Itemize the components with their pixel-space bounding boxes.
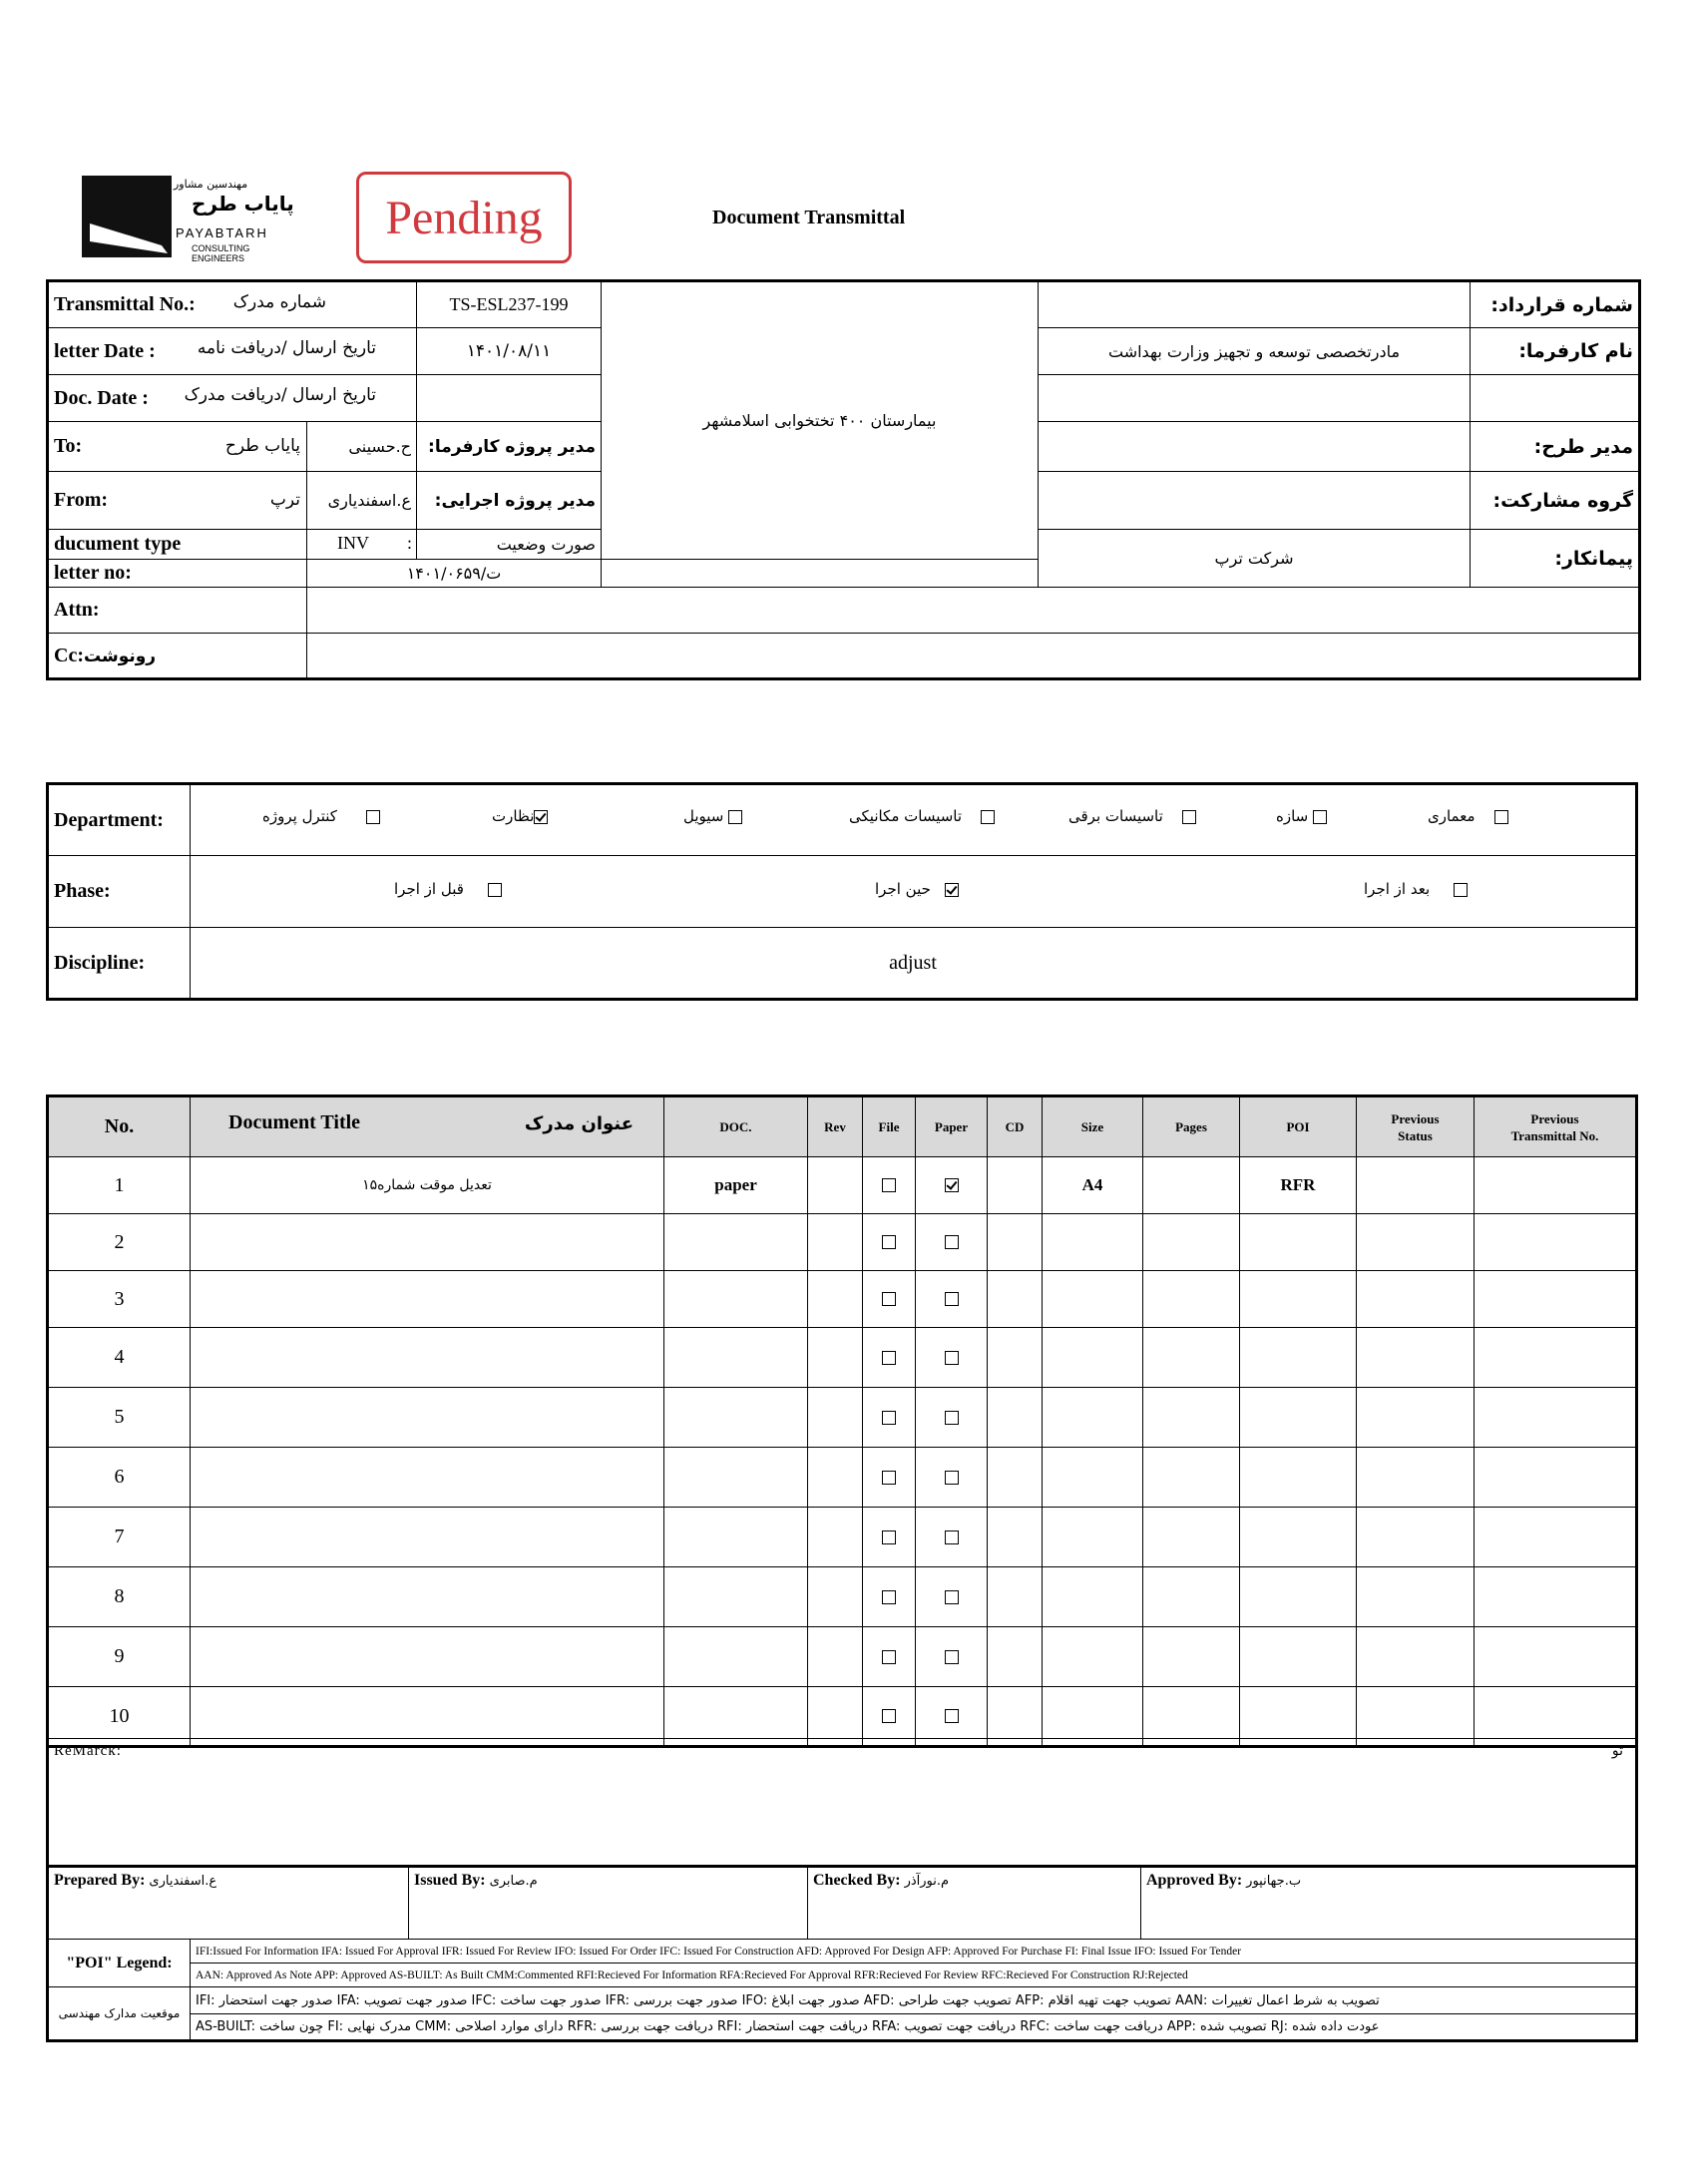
to-value: پایاب طرح bbox=[224, 436, 300, 456]
row-prev-trans bbox=[1475, 1448, 1637, 1508]
row-size bbox=[1043, 1328, 1143, 1388]
project-name: بیمارستان ۴۰۰ تختخوابی اسلامشهر bbox=[602, 281, 1039, 560]
to-person: ح.حسینی bbox=[307, 422, 417, 472]
letter-no-value: ت/۱۴۰۱/۰۶۵۹ bbox=[307, 560, 602, 588]
approved-by bbox=[1141, 1868, 1637, 1940]
to-cell bbox=[48, 422, 307, 472]
discipline-label: Discipline: bbox=[48, 928, 191, 1000]
remark-label: ReMarck: bbox=[54, 1743, 122, 1759]
table-row bbox=[48, 1567, 1637, 1627]
from-person: ع.اسفندیاری bbox=[307, 472, 417, 530]
row-cd bbox=[988, 1214, 1043, 1271]
checkbox-icon[interactable] bbox=[882, 1650, 896, 1664]
prepared-by-label: Prepared By: bbox=[54, 1872, 146, 1889]
pending-stamp bbox=[356, 172, 572, 263]
info-table bbox=[46, 279, 1641, 680]
row-pages bbox=[1143, 1388, 1240, 1448]
checkbox-icon[interactable] bbox=[945, 1530, 959, 1544]
row-file[interactable] bbox=[863, 1214, 916, 1271]
row-pages bbox=[1143, 1508, 1240, 1567]
row-size: A4 bbox=[1043, 1157, 1143, 1214]
department-option[interactable]: کنترل پروژه bbox=[262, 807, 380, 825]
department-option[interactable]: سیویل bbox=[683, 807, 742, 825]
col-cd: CD bbox=[988, 1096, 1043, 1157]
issued-by bbox=[409, 1868, 808, 1940]
row-prev-trans bbox=[1475, 1567, 1637, 1627]
employer-label: نام کارفرما: bbox=[1471, 328, 1640, 375]
col-prev-status bbox=[1357, 1096, 1475, 1157]
cc-value[interactable] bbox=[307, 634, 1640, 679]
row-no: 7 bbox=[48, 1508, 191, 1567]
row-rev bbox=[808, 1567, 863, 1627]
row-cd bbox=[988, 1157, 1043, 1214]
row-rev bbox=[808, 1627, 863, 1687]
from-label: From: bbox=[54, 489, 109, 511]
checkbox-icon[interactable] bbox=[1182, 810, 1196, 824]
row-file[interactable] bbox=[863, 1567, 916, 1627]
from-value: ترپ bbox=[269, 490, 300, 510]
partner-label: گروه مشارکت: bbox=[1471, 472, 1640, 530]
row-cd bbox=[988, 1508, 1043, 1567]
checkbox-icon[interactable] bbox=[945, 883, 959, 897]
row-prev-trans bbox=[1475, 1214, 1637, 1271]
transmittal-no-label: Transmittal No.: bbox=[54, 293, 196, 315]
col-title-fa: عنوان مدرک bbox=[524, 1113, 633, 1134]
doc-type-sep: : bbox=[407, 533, 413, 553]
row-cd bbox=[988, 1328, 1043, 1388]
checkbox-icon[interactable] bbox=[882, 1235, 896, 1249]
row-pages bbox=[1143, 1157, 1240, 1214]
row-no: 6 bbox=[48, 1448, 191, 1508]
row-paper[interactable] bbox=[916, 1508, 988, 1567]
row-prev-status bbox=[1357, 1157, 1475, 1214]
row-pages bbox=[1143, 1627, 1240, 1687]
doc-type-value-cell bbox=[307, 530, 417, 560]
department-option[interactable]: سازه bbox=[1276, 807, 1327, 825]
row-cd bbox=[988, 1567, 1043, 1627]
row-rev bbox=[808, 1271, 863, 1328]
row-paper[interactable] bbox=[916, 1627, 988, 1687]
row-rev bbox=[808, 1508, 863, 1567]
logo-text-fa-small: مهندسین مشاور bbox=[174, 178, 248, 191]
company-logo bbox=[82, 176, 301, 263]
approved-by-label: Approved By: bbox=[1146, 1872, 1243, 1889]
doc-date-value bbox=[417, 375, 602, 422]
checked-by-label: Checked By: bbox=[813, 1872, 901, 1889]
table-row bbox=[48, 1508, 1637, 1567]
row-prev-trans bbox=[1475, 1508, 1637, 1567]
col-title bbox=[191, 1096, 664, 1157]
checkbox-icon[interactable] bbox=[945, 1650, 959, 1664]
col-paper: Paper bbox=[916, 1096, 988, 1157]
phase-options bbox=[191, 856, 1637, 928]
col-rev: Rev bbox=[808, 1096, 863, 1157]
checkbox-icon[interactable] bbox=[366, 810, 380, 824]
department-table bbox=[46, 782, 1638, 1001]
checkbox-icon[interactable] bbox=[945, 1411, 959, 1425]
checked-by bbox=[808, 1868, 1141, 1940]
row-prev-status bbox=[1357, 1388, 1475, 1448]
attn-value[interactable] bbox=[307, 588, 1640, 634]
col-poi: POI bbox=[1240, 1096, 1357, 1157]
logo-mark-icon bbox=[82, 176, 172, 257]
row-title bbox=[191, 1271, 664, 1328]
table-row bbox=[48, 1388, 1637, 1448]
row-paper[interactable] bbox=[916, 1328, 988, 1388]
row-file[interactable] bbox=[863, 1271, 916, 1328]
row-paper[interactable] bbox=[916, 1448, 988, 1508]
checkbox-icon[interactable] bbox=[1454, 883, 1468, 897]
row-doc bbox=[664, 1508, 808, 1567]
prepared-by-value: ع.اسفندیاری bbox=[149, 1874, 217, 1889]
row-doc bbox=[664, 1214, 808, 1271]
logo-text-fa: پایاب طرح bbox=[192, 192, 294, 216]
letter-date-cell bbox=[48, 328, 417, 375]
department-option[interactable]: معماری bbox=[1428, 807, 1508, 825]
checkbox-icon[interactable] bbox=[882, 1590, 896, 1604]
row-size bbox=[1043, 1271, 1143, 1328]
row-file[interactable] bbox=[863, 1627, 916, 1687]
document-table bbox=[46, 1094, 1638, 1748]
row-prev-status bbox=[1357, 1627, 1475, 1687]
department-option[interactable]: تاسیسات مکانیکی bbox=[849, 807, 995, 825]
issued-by-value: م.صابری bbox=[489, 1874, 538, 1889]
legend-fa-label: موقعیت مدارک مهندسی bbox=[48, 1987, 191, 2041]
letter-no-label: letter no: bbox=[48, 560, 307, 588]
employer-value: مادرتخصصی توسعه و تجهیز وزارت بهداشت bbox=[1039, 328, 1471, 375]
attn-label: Attn: bbox=[48, 588, 307, 634]
row-doc: paper bbox=[664, 1157, 808, 1214]
row-size bbox=[1043, 1214, 1143, 1271]
contractor-value: شرکت ترپ bbox=[1039, 530, 1471, 588]
row-poi bbox=[1240, 1508, 1357, 1567]
row-no: 2 bbox=[48, 1214, 191, 1271]
row-title bbox=[191, 1328, 664, 1388]
letter-date-fa: تاریخ ارسال /دریافت نامه bbox=[197, 338, 376, 358]
checkbox-icon[interactable] bbox=[1494, 810, 1508, 824]
row-poi bbox=[1240, 1388, 1357, 1448]
row-poi: RFR bbox=[1240, 1157, 1357, 1214]
checkbox-icon[interactable] bbox=[945, 1235, 959, 1249]
row-cd bbox=[988, 1271, 1043, 1328]
checkbox-icon[interactable] bbox=[882, 1709, 896, 1723]
checkbox-icon[interactable] bbox=[945, 1709, 959, 1723]
checkbox-icon[interactable] bbox=[882, 1292, 896, 1306]
checkbox-icon[interactable] bbox=[882, 1178, 896, 1192]
table-row bbox=[48, 1214, 1637, 1271]
row-pages bbox=[1143, 1567, 1240, 1627]
row-paper[interactable] bbox=[916, 1214, 988, 1271]
row-paper[interactable] bbox=[916, 1271, 988, 1328]
legend-line1: IFI:Issued For Information IFA: Issued For Approval IFR: Issued For Review IFO: Issued For Order IFC: Issued For Construction AFD: Approved For Design AFP: Approved For Purchase FI: Final Issue IFO: Issued For Tender bbox=[191, 1940, 1637, 1964]
table-row bbox=[48, 1271, 1637, 1328]
col-size: Size bbox=[1043, 1096, 1143, 1157]
row-rev bbox=[808, 1448, 863, 1508]
transmittal-no-value: TS-ESL237-199 bbox=[417, 281, 602, 328]
letter-date-value: ۱۴۰۱/۰۸/۱۱ bbox=[417, 328, 602, 375]
row-no: 8 bbox=[48, 1567, 191, 1627]
row-prev-trans bbox=[1475, 1271, 1637, 1328]
row-file[interactable] bbox=[863, 1508, 916, 1567]
row-prev-trans bbox=[1475, 1627, 1637, 1687]
row-size bbox=[1043, 1508, 1143, 1567]
to-role: مدیر پروژه کارفرما: bbox=[417, 422, 602, 472]
checkbox-icon[interactable] bbox=[945, 1292, 959, 1306]
row-no: 9 bbox=[48, 1627, 191, 1687]
row-poi bbox=[1240, 1214, 1357, 1271]
row-poi bbox=[1240, 1567, 1357, 1627]
checkbox-icon[interactable] bbox=[728, 810, 742, 824]
cc-fa: رونوشت bbox=[83, 646, 157, 666]
row-size bbox=[1043, 1388, 1143, 1448]
row-no: 1 bbox=[48, 1157, 191, 1214]
row-prev-trans bbox=[1475, 1157, 1637, 1214]
approved-by-value: ب.جهانپور bbox=[1246, 1874, 1302, 1889]
empty-cell bbox=[602, 560, 1039, 588]
row-title bbox=[191, 1388, 664, 1448]
department-label: Department: bbox=[48, 784, 191, 856]
row-prev-status bbox=[1357, 1214, 1475, 1271]
row-paper[interactable] bbox=[916, 1567, 988, 1627]
row-title bbox=[191, 1627, 664, 1687]
checkbox-icon[interactable] bbox=[945, 1471, 959, 1485]
legend-line4: AS-BUILT: چون ساخت FI: مدرک نهایی CMM: دارای موارد اصلاحی RFR: دریافت جهت بررسی RFI: دریافت جهت استحضار RFA: دریافت جهت تصویب RFC: دریافت جهت ساخت APP: تصویب شده RJ: عودت داده شده bbox=[191, 2014, 1637, 2041]
checkbox-icon[interactable] bbox=[882, 1411, 896, 1425]
row-rev bbox=[808, 1214, 863, 1271]
transmittal-no-fa: شماره مدرک bbox=[232, 292, 326, 312]
row-size bbox=[1043, 1567, 1143, 1627]
empty-cell bbox=[1039, 422, 1471, 472]
stamp-text: Pending bbox=[385, 191, 543, 244]
issued-by-label: Issued By: bbox=[414, 1872, 486, 1889]
row-pages bbox=[1143, 1214, 1240, 1271]
doc-date-cell bbox=[48, 375, 417, 422]
row-title bbox=[191, 1508, 664, 1567]
letter-date-label: letter Date : bbox=[54, 339, 156, 362]
table-row bbox=[48, 1328, 1637, 1388]
row-file[interactable] bbox=[863, 1328, 916, 1388]
col-prev-status-line2: Status bbox=[1398, 1127, 1433, 1143]
doc-date-label: Doc. Date : bbox=[54, 386, 149, 409]
row-rev bbox=[808, 1157, 863, 1214]
row-prev-trans bbox=[1475, 1328, 1637, 1388]
row-prev-trans bbox=[1475, 1388, 1637, 1448]
row-doc bbox=[664, 1328, 808, 1388]
empty-cell bbox=[1039, 375, 1471, 422]
col-no: No. bbox=[48, 1096, 191, 1157]
department-option[interactable]: نظارت bbox=[492, 807, 548, 825]
logo-text-en: PAYABTARH bbox=[176, 225, 268, 240]
legend-line2: AAN: Approved As Note APP: Approved AS-BUILT: As Built CMM:Commented RFI:Recieved For Information RFA:Recieved For Approval RFR:Recieved For Review RFC:Recieved For Construction RJ:Rejected bbox=[191, 1964, 1637, 1987]
logo-text-sub: CONSULTING ENGINEERS bbox=[192, 243, 250, 263]
checkbox-icon[interactable] bbox=[534, 810, 548, 824]
row-no: 4 bbox=[48, 1328, 191, 1388]
legend-line3: IFI: صدور جهت استحضار IFA: صدور جهت تصویب IFC: صدور جهت ساخت IFR: صدور جهت بررسی IFO: صدور جهت ابلاغ AFD: تصویب جهت طراحی AFP: تصویب جهت تهیه اقلام AAN: تصویب به شرط اعمال تغییرات bbox=[191, 1987, 1637, 2014]
row-poi bbox=[1240, 1328, 1357, 1388]
col-doc: DOC. bbox=[664, 1096, 808, 1157]
row-title bbox=[191, 1214, 664, 1271]
transmittal-no-cell bbox=[48, 281, 417, 328]
doc-type-fa: صورت وضعیت bbox=[417, 530, 602, 560]
row-cd bbox=[988, 1627, 1043, 1687]
contractor-label: پیمانکار: bbox=[1471, 530, 1640, 588]
row-paper[interactable] bbox=[916, 1157, 988, 1214]
row-no: 3 bbox=[48, 1271, 191, 1328]
col-prev-status-line1: Previous bbox=[1391, 1110, 1440, 1126]
phase-option[interactable]: قبل از اجرا bbox=[394, 880, 502, 898]
row-poi bbox=[1240, 1271, 1357, 1328]
col-prev-trans-line1: Previous bbox=[1530, 1110, 1579, 1126]
row-prev-status bbox=[1357, 1328, 1475, 1388]
prepared-by bbox=[48, 1868, 409, 1940]
from-role: مدیر پروژه اجرایی: bbox=[417, 472, 602, 530]
page-title: Document Transmittal bbox=[712, 207, 906, 228]
col-file: File bbox=[863, 1096, 916, 1157]
checkbox-icon[interactable] bbox=[882, 1351, 896, 1365]
row-rev bbox=[808, 1328, 863, 1388]
checkbox-icon[interactable] bbox=[945, 1590, 959, 1604]
empty-cell bbox=[1471, 375, 1640, 422]
col-prev-trans bbox=[1475, 1096, 1637, 1157]
row-rev bbox=[808, 1388, 863, 1448]
row-poi bbox=[1240, 1627, 1357, 1687]
row-file[interactable] bbox=[863, 1157, 916, 1214]
row-prev-status bbox=[1357, 1508, 1475, 1567]
remark-box[interactable] bbox=[46, 1738, 1638, 1868]
row-doc bbox=[664, 1388, 808, 1448]
department-option[interactable]: تاسیسات برقی bbox=[1068, 807, 1196, 825]
checkbox-icon[interactable] bbox=[945, 1178, 959, 1192]
col-title-en: Document Title bbox=[228, 1111, 361, 1133]
checkbox-icon[interactable] bbox=[981, 810, 995, 824]
row-paper[interactable] bbox=[916, 1388, 988, 1448]
table-row bbox=[48, 1627, 1637, 1687]
phase-option[interactable]: حین اجرا bbox=[875, 880, 959, 898]
row-cd bbox=[988, 1388, 1043, 1448]
phase-option[interactable]: بعد از اجرا bbox=[1364, 880, 1468, 898]
row-doc bbox=[664, 1567, 808, 1627]
row-size bbox=[1043, 1627, 1143, 1687]
checked-by-value: م.نورآذر bbox=[904, 1874, 950, 1889]
contract-no-value bbox=[1039, 281, 1471, 328]
checkbox-icon[interactable] bbox=[882, 1530, 896, 1544]
department-options bbox=[191, 784, 1637, 856]
row-doc bbox=[664, 1627, 808, 1687]
row-file[interactable] bbox=[863, 1448, 916, 1508]
from-cell bbox=[48, 472, 307, 530]
cc-label: Cc: bbox=[54, 644, 84, 666]
col-pages: Pages bbox=[1143, 1096, 1240, 1157]
contract-no-label: شماره قرارداد: bbox=[1471, 281, 1640, 328]
legend-label: "POI" Legend: bbox=[48, 1940, 191, 1987]
doc-type-value: INV bbox=[337, 533, 369, 553]
row-pages bbox=[1143, 1271, 1240, 1328]
row-doc bbox=[664, 1271, 808, 1328]
row-size bbox=[1043, 1448, 1143, 1508]
to-label: To: bbox=[54, 435, 83, 457]
row-cd bbox=[988, 1448, 1043, 1508]
checkbox-icon[interactable] bbox=[945, 1351, 959, 1365]
row-title: تعدیل موقت شماره۱۵ bbox=[191, 1157, 664, 1214]
designer-label: مدیر طرح: bbox=[1471, 422, 1640, 472]
row-pages bbox=[1143, 1448, 1240, 1508]
signature-table bbox=[46, 1867, 1638, 1940]
row-title bbox=[191, 1448, 664, 1508]
row-file[interactable] bbox=[863, 1388, 916, 1448]
doc-date-fa: تاریخ ارسال /دریافت مدرک bbox=[184, 385, 376, 405]
row-title bbox=[191, 1567, 664, 1627]
checkbox-icon[interactable] bbox=[882, 1471, 896, 1485]
cc-cell bbox=[48, 634, 307, 679]
row-prev-status bbox=[1357, 1271, 1475, 1328]
row-poi bbox=[1240, 1448, 1357, 1508]
row-doc bbox=[664, 1448, 808, 1508]
row-no: 5 bbox=[48, 1388, 191, 1448]
row-no: 10 bbox=[48, 1687, 191, 1747]
partner-value bbox=[1039, 472, 1471, 530]
legend-table bbox=[46, 1939, 1638, 2042]
row-prev-status bbox=[1357, 1567, 1475, 1627]
doc-type-label: ducument type bbox=[48, 530, 307, 560]
col-prev-trans-line2: Transmittal No. bbox=[1510, 1127, 1599, 1143]
checkbox-icon[interactable] bbox=[1313, 810, 1327, 824]
row-pages bbox=[1143, 1328, 1240, 1388]
discipline-value: adjust bbox=[191, 928, 1637, 1000]
checkbox-icon[interactable] bbox=[488, 883, 502, 897]
table-row bbox=[48, 1448, 1637, 1508]
phase-label: Phase: bbox=[48, 856, 191, 928]
remark-fa: تو bbox=[1611, 1743, 1623, 1759]
row-prev-status bbox=[1357, 1448, 1475, 1508]
table-row bbox=[48, 1157, 1637, 1214]
